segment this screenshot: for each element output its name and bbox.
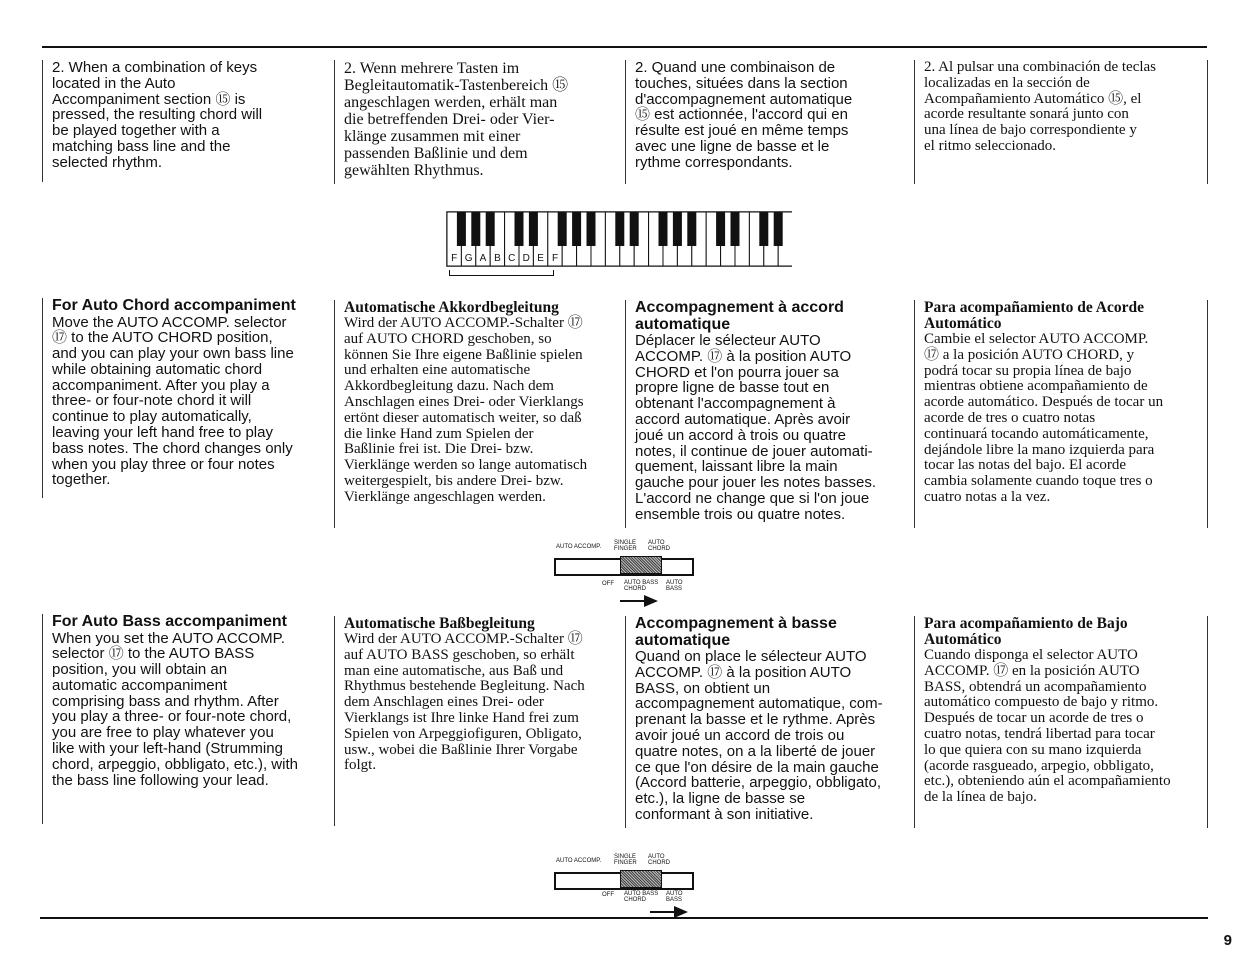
key-label: G <box>464 253 473 264</box>
black-key <box>558 212 567 246</box>
key-label: B <box>494 253 501 264</box>
auto-bass-fr <box>625 616 910 828</box>
auto-chord-es-body: Cambie el selector AUTO ACCOMP. ⑰ a la posición AUTO CHORD, y podrá tocar su propia línea de bajo mientras obtiene acompañamiento de acorde automático. Después de tocar un acorde de tres o cuatro notas continuará tocando automáticamente, dejándole libre la mano izquierda para tocar las notas del bajo. El acorde cambia solamente cuando toque tres o cuatro notas a la vez. <box>924 331 1164 505</box>
key-label: F <box>551 253 559 264</box>
black-key <box>529 212 538 246</box>
top-fr-text: 2. Quand une combinaison de touches, situées dans la section d'accompagnement automatique ⑮ est actionnée, l'accord qui en résulte est joué en même temps avec une ligne de basse et le rythme correspondants. <box>635 59 853 171</box>
black-key <box>774 212 783 246</box>
auto-bass-en <box>42 614 327 824</box>
auto-bass-es <box>914 616 1208 828</box>
switch-diagram-auto-bass <box>540 850 710 918</box>
auto-chord-es-heading: Para acompañamiento de Acorde Automático <box>924 299 1144 332</box>
black-key <box>673 212 682 246</box>
top-rule <box>42 46 1207 48</box>
key-label: C <box>508 253 516 264</box>
top-es-text: 2. Al pulsar una combinación de teclas localizadas en la sección de Acompañamiento Automático ⑮, el acorde resultante sonará junto con una línea de bajo correspondiente y el ritmo seleccionado. <box>924 59 1157 154</box>
top-text-fr <box>625 60 910 184</box>
switch1-title: AUTO ACCOMP. <box>556 544 602 550</box>
auto-chord-de <box>334 300 619 528</box>
auto-bass-de-heading: Automatische Baßbegleitung <box>344 615 535 632</box>
top-text-en <box>42 60 327 182</box>
switch1-single-finger: SINGLE FINGER <box>614 540 637 552</box>
key-label: A <box>479 253 487 264</box>
auto-bass-es-body: Cuando disponga el selector AUTO ACCOMP. ⑰ en la posición AUTO BASS, obtendrá un acompañamiento automático compuesto de bajo y ritmo. Después de tocar un acorde de tres o cuatro notas, tendrá libertad para tocar lo que quiera con su mano izquierda (acorde rasgueado, arpegio, obbligato, etc.), obteniendo aún el acompañamiento de la línea de bajo. <box>924 647 1171 806</box>
auto-bass-de-body: Wird der AUTO ACCOMP.-Schalter ⑰ auf AUTO BASS geschoben, so erhält man eine automatische, aus Baß und Rhythmus bestehende Begleitung. Nach dem Anschlagen eines Drei- oder Vierklangs ist Ihre linke Hand frei zum Spielen von Arpeggiofiguren, Obligato, usw., wobei die Baßlinie Ihrer Vorgabe folgt. <box>344 631 585 774</box>
black-key <box>687 212 696 246</box>
black-key <box>587 212 596 246</box>
page-number: 9 <box>1223 932 1232 949</box>
keyboard-diagram <box>446 211 792 269</box>
black-key <box>615 212 624 246</box>
black-key <box>515 212 524 246</box>
auto-chord-en-body: Move the AUTO ACCOMP. selector ⑰ to the AUTO CHORD position, and you can play your own bass line while obtaining automatic chord accompaniment. After you play a three- or four-note chord it will continue to play automatically, leaving your left hand free to play bass notes. The chord changes only when you play three or four notes together. <box>52 313 294 489</box>
auto-chord-de-heading: Automatische Akkordbegleitung <box>344 299 559 316</box>
auto-chord-fr <box>625 300 910 528</box>
switch-diagram-auto-chord <box>540 536 710 608</box>
switch2-knob <box>620 870 662 888</box>
key-label: F <box>451 253 458 264</box>
top-text-de <box>334 60 619 184</box>
switch1-arrow-icon <box>620 594 660 608</box>
auto-bass-fr-heading: Accompagnement à basse automatique <box>635 615 837 649</box>
auto-chord-de-body: Wird der AUTO ACCOMP.-Schalter ⑰ auf AUTO CHORD geschoben, so können Sie Ihre eigene Baßlinie spielen und erhalten eine automatische Akkordbegleitung dazu. Nach dem Anschlagen eines Drei- oder Vierklangs ertönt dieser automatisch weiter, so daß die linke Hand zum Spielen der Baßlinie frei ist. Die Drei- bzw. Vierklänge werden so lange automatisch weitergespielt, bis andere Drei- bzw. Vierklänge angeschlagen werden. <box>344 315 588 505</box>
auto-accompaniment-section-bracket <box>449 270 554 276</box>
key-label: E <box>537 253 544 264</box>
switch2-single-finger: SINGLE FINGER <box>614 854 637 866</box>
black-key <box>471 212 480 246</box>
key-label: D <box>522 253 530 264</box>
switch2-auto-chord: AUTO CHORD <box>648 854 670 866</box>
switch2-title: AUTO ACCOMP. <box>556 858 602 864</box>
auto-chord-en <box>42 298 327 498</box>
switch2-auto-bass-chord: AUTO BASS CHORD <box>624 891 659 903</box>
auto-chord-es <box>914 300 1208 528</box>
switch1-off: OFF <box>602 581 614 587</box>
black-key <box>731 212 740 246</box>
switch2-off: OFF <box>602 892 614 898</box>
black-key <box>572 212 581 246</box>
top-de-text: 2. Wenn mehrere Tasten im Begleitautomatik-Tastenbereich ⑮ angeschlagen werden, erhält man die betreffenden Drei- oder Vier- klänge zusammen mit einer passenden Baßlinie und dem gewählten Rhythmus. <box>344 60 569 179</box>
auto-bass-en-heading: For Auto Bass accompaniment <box>52 613 288 630</box>
auto-bass-es-heading: Para acompañamiento de Bajo Automático <box>924 615 1128 648</box>
black-key <box>759 212 768 246</box>
switch2-arrow-icon <box>650 906 690 918</box>
auto-bass-fr-body: Quand on place le sélecteur AUTO ACCOMP. ⑰ à la position AUTO BASS, on obtient un accompagnement automatique, com- prenant la basse et le rythme. Après avoir joué un accord de trois ou quatre notes, on a la liberté de jouer ce que l'on désire de la main gauche (Accord batterie, arpeggio, obbligato, etc.), la ligne de basse se conformant à son initiative. <box>635 648 883 823</box>
top-text-es <box>914 60 1208 184</box>
black-key <box>457 212 466 246</box>
switch1-auto-bass: AUTO BASS <box>666 580 683 592</box>
black-key <box>716 212 725 246</box>
top-en-text: 2. When a combination of keys located in the Auto Accompaniment section ⑮ is pressed, the resulting chord will be played together with a matching bass line and the selected rhythm. <box>52 59 263 171</box>
switch2-auto-bass: AUTO BASS <box>666 891 683 903</box>
auto-chord-fr-heading: Accompagnement à accord automatique <box>635 299 844 333</box>
switch1-auto-bass-chord: AUTO BASS CHORD <box>624 580 659 592</box>
auto-bass-en-body: When you set the AUTO ACCOMP. selector ⑰ to the AUTO BASS position, you will obtain an automatic accompaniment comprising bass and rhythm. After you play a three- or four-note chord, you are free to play whatever you like with your left-hand (Strumming chord, arpeggio, obbligato, etc.), with the bass line following your lead. <box>52 629 298 789</box>
switch1-knob <box>620 556 662 574</box>
auto-chord-en-heading: For Auto Chord accompaniment <box>52 297 296 314</box>
switch1-auto-chord: AUTO CHORD <box>648 540 670 552</box>
black-key <box>630 212 639 246</box>
auto-bass-de <box>334 616 619 826</box>
auto-chord-fr-body: Déplacer le sélecteur AUTO ACCOMP. ⑰ à la position AUTO CHORD et l'on pourra jouer sa propre ligne de basse tout en obtenant l'accompagnement à accord automatique. Après avoir joué un accord à trois ou quatre notes, il continue de jouer automati- quement, laissant libre la main gauche pour jouer les notes basses. L'accord ne change que si l'on joue ensemble trois ou quatre notes. <box>635 332 876 523</box>
black-key <box>659 212 668 246</box>
black-key <box>486 212 495 246</box>
